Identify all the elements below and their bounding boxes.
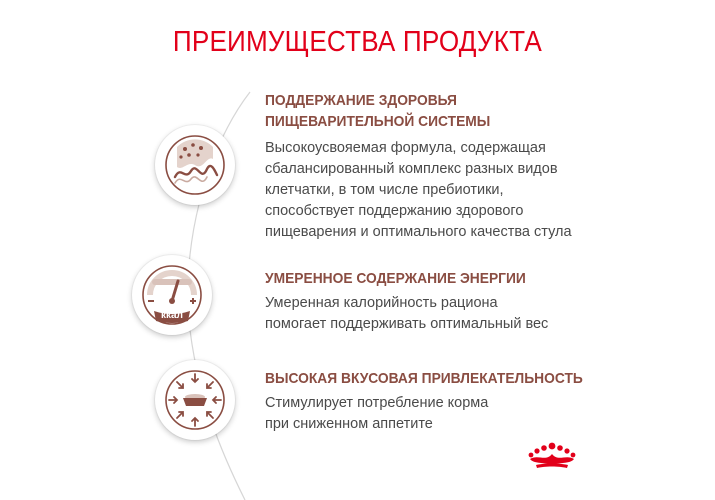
- benefit-text: Высокоусвояемая формула, содержащая сбалансированный комплекс разных видов клетчатки, в том числе пребиотики, способствует поддержанию здорового пищеварения и оптимального качества стула: [265, 140, 572, 240]
- royal-canin-crown-logo: [526, 440, 578, 470]
- benefit-digestive: [265, 90, 705, 243]
- benefit-palatability: [265, 368, 705, 435]
- benefit-energy: [265, 268, 705, 335]
- benefit-heading: ПОДДЕРЖАНИЕ ЗДОРОВЬЯ ПИЩЕВАРИТЕЛЬНОЙ СИСТЕМЫ: [265, 92, 491, 130]
- benefit-heading: ВЫСОКАЯ ВКУСОВАЯ ПРИВЛЕКАТЕЛЬНОСТЬ: [265, 370, 583, 387]
- kcal-gauge-icon: [132, 255, 212, 335]
- palatability-bowl-icon: [155, 360, 235, 440]
- benefit-heading: УМЕРЕННОЕ СОДЕРЖАНИЕ ЭНЕРГИИ: [265, 270, 526, 287]
- benefit-text: Умеренная калорийность рациона помогает поддерживать оптимальный вес: [265, 295, 549, 332]
- digestive-health-icon: [155, 125, 235, 205]
- digestive-health-badge: [155, 125, 235, 205]
- page-title: ПРЕИМУЩЕСТВА ПРОДУКТА: [172, 26, 542, 58]
- palatability-badge: [155, 360, 235, 440]
- energy-badge: [132, 255, 212, 335]
- benefit-text: Стимулирует потребление корма при сниженном аппетите: [265, 395, 489, 432]
- kcal-label: ккал: [161, 310, 183, 321]
